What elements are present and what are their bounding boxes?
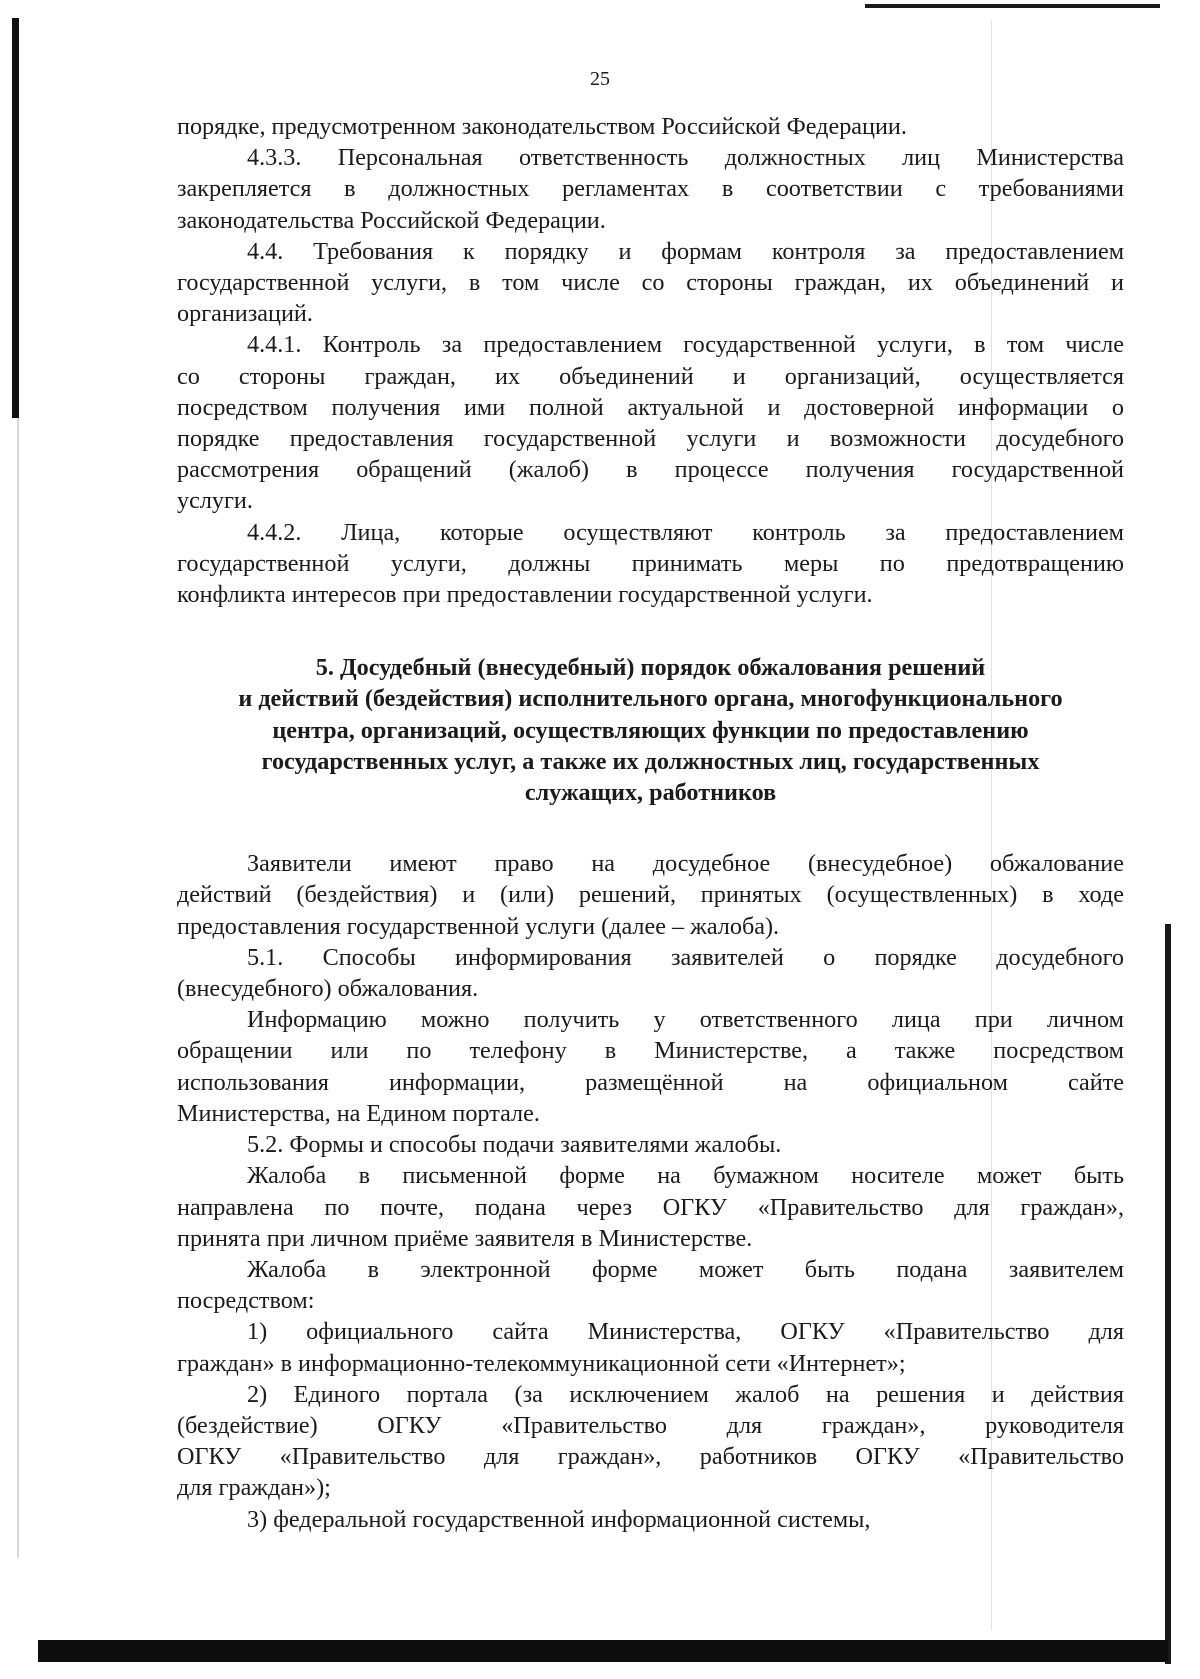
section-heading-line: и действий (бездействия) исполнительного органа, многофункционального	[238, 685, 1063, 713]
paragraph-line: 1) официального сайта Министерства, ОГКУ «Правительство для	[247, 1318, 1124, 1346]
paragraph-line: государственной услуги, должны принимать меры по предотвращению	[177, 549, 1124, 577]
paragraph-line: использования информации, размещённой на официальном сайте	[177, 1068, 1124, 1096]
paragraph-line: Заявители имеют право на досудебное (внесудебное) обжалование	[247, 850, 1124, 878]
paragraph-line: 4.4.2. Лица, которые осуществляют контроль за предоставлением	[247, 518, 1124, 546]
paragraph-line: организаций.	[177, 300, 313, 328]
scan-edge-right	[1165, 924, 1171, 1664]
section-heading-line: государственных услуг, а также их должностных лиц, государственных	[261, 747, 1040, 775]
paragraph-line: порядке предоставления государственной услуги и возможности досудебного	[177, 425, 1124, 453]
paragraph-line: Жалоба в письменной форме на бумажном носителе может быть	[247, 1162, 1124, 1190]
paragraph-line: Министерства, на Едином портале.	[177, 1099, 540, 1127]
paragraph-line: 3) федеральной государственной информационной системы,	[247, 1505, 871, 1533]
scan-edge-bottom	[38, 1640, 1168, 1662]
paragraph-line: принята при личном приёме заявителя в Министерстве.	[177, 1224, 753, 1252]
paragraph-line: 4.3.3. Персональная ответственность должностных лиц Министерства	[247, 144, 1124, 172]
scan-edge-left-faint	[17, 418, 19, 1558]
paragraph-line: (бездействие) ОГКУ «Правительство для граждан», руководителя	[177, 1411, 1124, 1439]
paragraph-line: граждан» в информационно-телекоммуникационной сети «Интернет»;	[177, 1349, 906, 1377]
paragraphs-before-heading	[177, 111, 1124, 610]
paragraph-line: 2) Единого портала (за исключением жалоб на решения и действия	[247, 1380, 1124, 1408]
scan-edge-top	[865, 4, 1160, 8]
paragraph-line: Информацию можно получить у ответственного лица при личном	[247, 1006, 1124, 1034]
paragraph-line: действий (бездействия) и (или) решений, принятых (осуществленных) в ходе	[177, 881, 1124, 909]
paragraph-line: для граждан»);	[177, 1474, 331, 1502]
section-heading-line: центра, организаций, осуществляющих функции по предоставлению	[272, 716, 1029, 744]
paragraph-line: обращении или по телефону в Министерстве, а также посредством	[177, 1037, 1124, 1065]
section-heading	[177, 652, 1124, 808]
document-body	[177, 111, 1124, 1535]
paragraph-line: рассмотрения обращений (жалоб) в процессе получения государственной	[177, 456, 1124, 484]
paragraph-line: (внесудебного) обжалования.	[177, 975, 479, 1003]
paragraph-line: конфликта интересов при предоставлении государственной услуги.	[177, 581, 873, 609]
paragraph-line: закрепляется в должностных регламентах в соответствии с требованиями	[177, 175, 1124, 203]
paragraph-line: направлена по почте, подана через ОГКУ «Правительство для граждан»,	[177, 1193, 1124, 1221]
paragraph-line: ОГКУ «Правительство для граждан», работников ОГКУ «Правительство	[177, 1443, 1124, 1471]
paragraph-line: государственной услуги, в том числе со стороны граждан, их объединений и	[177, 269, 1124, 297]
paragraph-line: 4.4. Требования к порядку и формам контроля за предоставлением	[247, 237, 1124, 265]
paragraph-line: со стороны граждан, их объединений и организаций, осуществляется	[177, 362, 1124, 390]
paragraph-line: 5.1. Способы информирования заявителей о порядке досудебного	[247, 943, 1124, 971]
paragraph-line: услуги.	[177, 487, 253, 515]
section-heading-line: 5. Досудебный (внесудебный) порядок обжалования решений	[315, 654, 986, 682]
paragraph-line: предоставления государственной услуги (далее – жалоба).	[177, 912, 780, 940]
paragraph-line: 5.2. Формы и способы подачи заявителями жалобы.	[247, 1131, 782, 1159]
paragraph-line: 4.4.1. Контроль за предоставлением государственной услуги, в том числе	[247, 331, 1124, 359]
section-heading-line: служащих, работников	[524, 779, 777, 807]
paragraph-line: порядке, предусмотренном законодательством Российской Федерации.	[177, 113, 907, 140]
page-number: 25	[590, 68, 610, 90]
paragraph-line: Жалоба в электронной форме может быть подана заявителем	[247, 1255, 1124, 1283]
paragraph-line: посредством получения ими полной актуальной и достоверной информации о	[177, 393, 1124, 421]
paragraph-line: посредством:	[177, 1287, 315, 1315]
paragraphs-after-heading	[177, 848, 1124, 1534]
paragraph-line: законодательства Российской Федерации.	[177, 206, 606, 234]
